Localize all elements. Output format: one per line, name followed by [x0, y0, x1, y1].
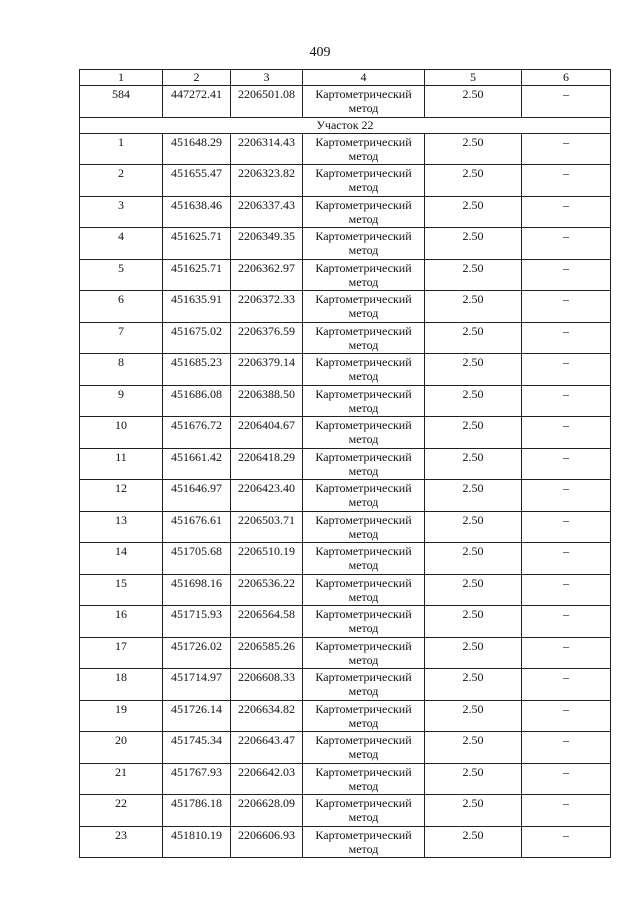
method-line2: метод	[348, 243, 379, 257]
accuracy: 2.50	[425, 259, 522, 291]
method-line1: Картометрический	[315, 796, 412, 810]
x-coordinate: 451705.68	[163, 543, 231, 575]
method-line2: метод	[348, 432, 379, 446]
point-number: 23	[80, 826, 163, 858]
y-coordinate: 2206585.26	[231, 637, 303, 669]
table-row	[80, 322, 611, 354]
method-cell	[303, 543, 425, 575]
table-row	[80, 795, 611, 827]
y-coordinate: 2206379.14	[231, 354, 303, 386]
note: –	[522, 700, 611, 732]
table-row	[80, 259, 611, 291]
accuracy: 2.50	[425, 763, 522, 795]
column-header: 1	[80, 70, 163, 86]
x-coordinate: 451635.91	[163, 291, 231, 323]
accuracy: 2.50	[425, 826, 522, 858]
note: –	[522, 228, 611, 260]
method-line1: Картометрический	[315, 827, 412, 842]
method-line2: метод	[348, 101, 379, 115]
x-coordinate: 451715.93	[163, 606, 231, 638]
method-cell	[303, 480, 425, 512]
header-row	[80, 70, 611, 86]
method-line1: Картометрический	[315, 607, 412, 621]
accuracy: 2.50	[425, 291, 522, 323]
accuracy: 2.50	[425, 511, 522, 543]
method-line2: метод	[348, 463, 379, 478]
y-coordinate: 2206501.08	[231, 86, 303, 118]
note: –	[522, 732, 611, 764]
method-cell	[303, 165, 425, 197]
note: –	[522, 795, 611, 827]
method-line2: метод	[348, 180, 379, 194]
table-row	[80, 448, 611, 480]
table-row	[80, 228, 611, 260]
note: –	[522, 259, 611, 291]
method-cell	[303, 259, 425, 291]
method-line1: Картометрический	[315, 260, 412, 275]
x-coordinate: 451676.72	[163, 417, 231, 449]
y-coordinate: 2206323.82	[231, 165, 303, 197]
method-cell	[303, 417, 425, 449]
accuracy: 2.50	[425, 448, 522, 480]
method-line2: метод	[348, 211, 379, 226]
accuracy: 2.50	[425, 574, 522, 606]
note: –	[522, 354, 611, 386]
method-cell	[303, 448, 425, 480]
method-cell	[303, 228, 425, 260]
method-line2: метод	[348, 526, 379, 541]
method-line2: метод	[348, 337, 379, 352]
x-coordinate: 451655.47	[163, 165, 231, 197]
y-coordinate: 2206536.22	[231, 574, 303, 606]
note: –	[522, 86, 611, 118]
coordinates-table	[79, 69, 611, 858]
y-coordinate: 2206362.97	[231, 259, 303, 291]
table-row	[80, 543, 611, 575]
method-line2: метод	[348, 495, 379, 509]
method-cell	[303, 669, 425, 701]
note: –	[522, 165, 611, 197]
method-cell	[303, 795, 425, 827]
note: –	[522, 606, 611, 638]
accuracy: 2.50	[425, 700, 522, 732]
x-coordinate: 451745.34	[163, 732, 231, 764]
note: –	[522, 133, 611, 165]
method-line1: Картометрический	[315, 764, 412, 779]
method-line2: метод	[348, 558, 379, 572]
method-line1: Картометрический	[315, 575, 412, 590]
y-coordinate: 2206643.47	[231, 732, 303, 764]
y-coordinate: 2206418.29	[231, 448, 303, 480]
method-line2: метод	[348, 621, 379, 635]
table-row	[80, 574, 611, 606]
x-coordinate: 451685.23	[163, 354, 231, 386]
note: –	[522, 417, 611, 449]
point-number: 14	[80, 543, 163, 575]
method-line2: метод	[348, 684, 379, 698]
column-header: 5	[425, 70, 522, 86]
note: –	[522, 196, 611, 228]
method-line2: метод	[348, 810, 379, 824]
note: –	[522, 322, 611, 354]
accuracy: 2.50	[425, 354, 522, 386]
method-line1: Картометрический	[315, 386, 412, 401]
table-row	[80, 480, 611, 512]
method-cell	[303, 511, 425, 543]
method-cell	[303, 637, 425, 669]
x-coordinate: 451810.19	[163, 826, 231, 858]
column-header: 3	[231, 70, 303, 86]
y-coordinate: 2206314.43	[231, 133, 303, 165]
column-header: 4	[303, 70, 425, 86]
point-number: 584	[80, 86, 163, 118]
table-row	[80, 133, 611, 165]
point-number: 18	[80, 669, 163, 701]
method-line1: Картометрический	[315, 733, 412, 747]
note: –	[522, 763, 611, 795]
note: –	[522, 543, 611, 575]
x-coordinate: 451767.93	[163, 763, 231, 795]
method-line1: Картометрический	[315, 323, 412, 338]
table-row	[80, 86, 611, 118]
point-number: 11	[80, 448, 163, 480]
method-line2: метод	[348, 778, 379, 793]
note: –	[522, 637, 611, 669]
accuracy: 2.50	[425, 385, 522, 417]
method-line1: Картометрический	[315, 512, 412, 527]
note: –	[522, 448, 611, 480]
method-line1: Картометрический	[315, 166, 412, 180]
y-coordinate: 2206606.93	[231, 826, 303, 858]
y-coordinate: 2206388.50	[231, 385, 303, 417]
table-row	[80, 417, 611, 449]
method-cell	[303, 133, 425, 165]
table-row	[80, 732, 611, 764]
point-number: 19	[80, 700, 163, 732]
point-number: 7	[80, 322, 163, 354]
note: –	[522, 511, 611, 543]
section-row	[80, 117, 611, 133]
x-coordinate: 451638.46	[163, 196, 231, 228]
accuracy: 2.50	[425, 165, 522, 197]
method-cell	[303, 354, 425, 386]
column-header: 6	[522, 70, 611, 86]
table-row	[80, 763, 611, 795]
x-coordinate: 451675.02	[163, 322, 231, 354]
table-row	[80, 669, 611, 701]
point-number: 3	[80, 196, 163, 228]
method-cell	[303, 606, 425, 638]
x-coordinate: 451676.61	[163, 511, 231, 543]
note: –	[522, 480, 611, 512]
method-cell	[303, 196, 425, 228]
y-coordinate: 2206642.03	[231, 763, 303, 795]
note: –	[522, 669, 611, 701]
accuracy: 2.50	[425, 196, 522, 228]
point-number: 2	[80, 165, 163, 197]
method-line1: Картометрический	[315, 449, 412, 464]
y-coordinate: 2206372.33	[231, 291, 303, 323]
note: –	[522, 826, 611, 858]
table-row	[80, 291, 611, 323]
y-coordinate: 2206349.35	[231, 228, 303, 260]
method-line1: Картометрический	[315, 481, 412, 495]
x-coordinate: 451698.16	[163, 574, 231, 606]
point-number: 5	[80, 259, 163, 291]
point-number: 12	[80, 480, 163, 512]
x-coordinate: 451648.29	[163, 133, 231, 165]
method-line1: Картометрический	[315, 134, 412, 149]
y-coordinate: 2206634.82	[231, 700, 303, 732]
y-coordinate: 2206564.58	[231, 606, 303, 638]
point-number: 17	[80, 637, 163, 669]
y-coordinate: 2206423.40	[231, 480, 303, 512]
table-body	[80, 70, 611, 858]
y-coordinate: 2206337.43	[231, 196, 303, 228]
method-line1: Картометрический	[315, 197, 412, 212]
x-coordinate: 451726.02	[163, 637, 231, 669]
method-line2: метод	[348, 589, 379, 604]
point-number: 4	[80, 228, 163, 260]
accuracy: 2.50	[425, 480, 522, 512]
accuracy: 2.50	[425, 637, 522, 669]
method-line2: метод	[348, 747, 379, 761]
method-cell	[303, 763, 425, 795]
table-row	[80, 511, 611, 543]
y-coordinate: 2206503.71	[231, 511, 303, 543]
point-number: 1	[80, 133, 163, 165]
column-header: 2	[163, 70, 231, 86]
method-line1: Картометрический	[315, 418, 412, 432]
x-coordinate: 451625.71	[163, 228, 231, 260]
note: –	[522, 291, 611, 323]
table-row	[80, 196, 611, 228]
method-line1: Картометрический	[315, 355, 412, 369]
method-line1: Картометрический	[315, 701, 412, 716]
y-coordinate: 2206608.33	[231, 669, 303, 701]
method-line2: метод	[348, 274, 379, 289]
method-line2: метод	[348, 148, 379, 163]
method-cell	[303, 322, 425, 354]
accuracy: 2.50	[425, 228, 522, 260]
table-row	[80, 826, 611, 858]
accuracy: 2.50	[425, 322, 522, 354]
table-row	[80, 700, 611, 732]
note: –	[522, 385, 611, 417]
accuracy: 2.50	[425, 133, 522, 165]
method-line1: Картометрический	[315, 670, 412, 684]
table-row	[80, 385, 611, 417]
accuracy: 2.50	[425, 417, 522, 449]
method-line1: Картометрический	[315, 229, 412, 243]
accuracy: 2.50	[425, 606, 522, 638]
section-title: Участок 22	[80, 117, 611, 133]
accuracy: 2.50	[425, 795, 522, 827]
method-cell	[303, 700, 425, 732]
x-coordinate: 451714.97	[163, 669, 231, 701]
point-number: 8	[80, 354, 163, 386]
point-number: 15	[80, 574, 163, 606]
point-number: 13	[80, 511, 163, 543]
method-line2: метод	[348, 400, 379, 415]
x-coordinate: 451661.42	[163, 448, 231, 480]
accuracy: 2.50	[425, 86, 522, 118]
method-line1: Картометрический	[315, 544, 412, 558]
method-line2: метод	[348, 715, 379, 730]
x-coordinate: 451726.14	[163, 700, 231, 732]
x-coordinate: 451686.08	[163, 385, 231, 417]
method-line1: Картометрический	[315, 87, 412, 101]
point-number: 20	[80, 732, 163, 764]
method-line2: метод	[348, 652, 379, 667]
point-number: 9	[80, 385, 163, 417]
method-cell	[303, 732, 425, 764]
page-number: 409	[309, 45, 331, 60]
point-number: 6	[80, 291, 163, 323]
method-line2: метод	[348, 841, 379, 856]
method-line1: Картометрический	[315, 292, 412, 306]
y-coordinate: 2206510.19	[231, 543, 303, 575]
note: –	[522, 574, 611, 606]
point-number: 10	[80, 417, 163, 449]
table-row	[80, 354, 611, 386]
y-coordinate: 2206376.59	[231, 322, 303, 354]
point-number: 21	[80, 763, 163, 795]
table-row	[80, 606, 611, 638]
table-row	[80, 637, 611, 669]
method-line2: метод	[348, 306, 379, 320]
y-coordinate: 2206404.67	[231, 417, 303, 449]
table-row	[80, 165, 611, 197]
method-cell	[303, 826, 425, 858]
method-line2: метод	[348, 369, 379, 383]
method-cell	[303, 385, 425, 417]
method-line1: Картометрический	[315, 638, 412, 653]
y-coordinate: 2206628.09	[231, 795, 303, 827]
point-number: 22	[80, 795, 163, 827]
x-coordinate: 451625.71	[163, 259, 231, 291]
accuracy: 2.50	[425, 669, 522, 701]
method-cell	[303, 574, 425, 606]
accuracy: 2.50	[425, 543, 522, 575]
accuracy: 2.50	[425, 732, 522, 764]
point-number: 16	[80, 606, 163, 638]
x-coordinate: 451646.97	[163, 480, 231, 512]
method-cell	[303, 86, 425, 118]
method-cell	[303, 291, 425, 323]
x-coordinate: 447272.41	[163, 86, 231, 118]
x-coordinate: 451786.18	[163, 795, 231, 827]
